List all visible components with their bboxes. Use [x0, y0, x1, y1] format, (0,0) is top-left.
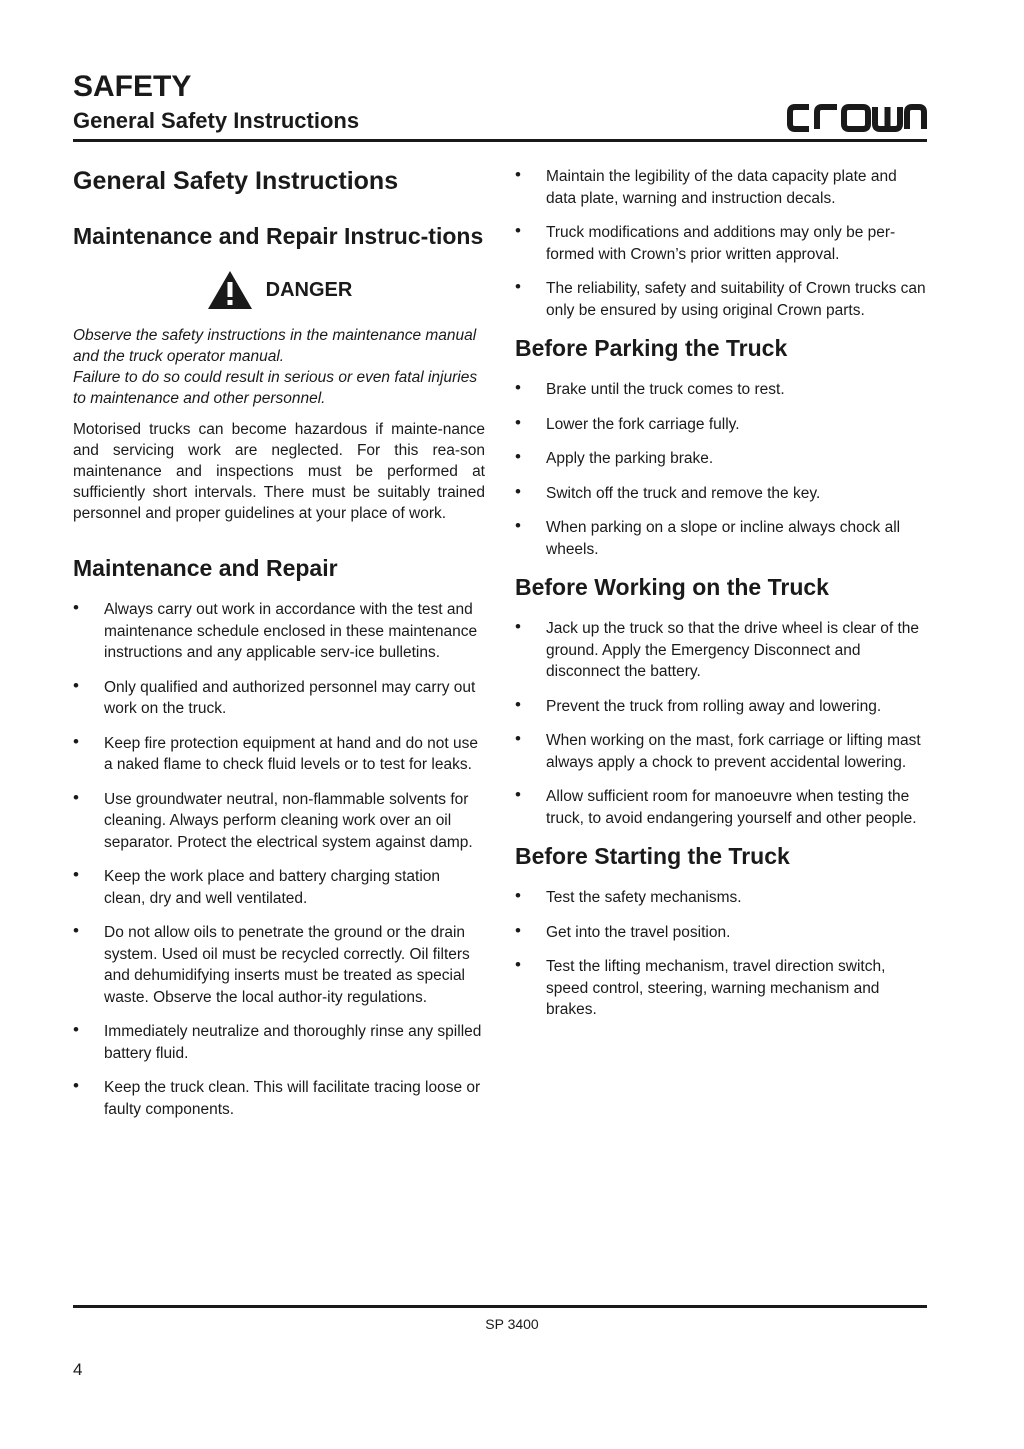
parking-title: Before Parking the Truck: [515, 335, 788, 361]
list-item: • Test the safety mechanisms.: [515, 887, 927, 909]
list-item: • Brake until the truck comes to rest.: [515, 379, 927, 401]
general-list: [515, 166, 927, 321]
danger-label: DANGER: [265, 278, 353, 301]
list-item: • Get into the travel position.: [515, 922, 927, 944]
list-item: • Use groundwater neutral, non-flammable solvents for cleaning. Always perform cleaning work over an oil separator. Protect the electrical system against damp.: [73, 789, 485, 854]
page-number: 4: [73, 1360, 83, 1379]
list-item: • Truck modifications and additions may only be per-formed with Crown’s prior written approval.: [515, 222, 927, 265]
list-item: • Switch off the truck and remove the key.: [515, 483, 927, 505]
intro-paragraph: Motorised trucks can become hazardous if mainte-nance and servicing work are neglected. For this rea-son maintenance and inspections must be performed at sufficiently short intervals. There must be suitably trained personnel and proper guidelines at your place of work.: [73, 421, 485, 522]
list-item: • Keep the truck clean. This will facilitate tracing loose or faulty components.: [73, 1077, 485, 1120]
page-title: SAFETY: [73, 70, 192, 103]
list-item: • Jack up the truck so that the drive wheel is clear of the ground. Apply the Emergency Disconnect and disconnect the battery.: [515, 618, 927, 683]
list-item: • Apply the parking brake.: [515, 448, 927, 470]
list-item: • Do not allow oils to penetrate the ground or the drain system. Used oil must be recycled correctly. Oil filters and dehumidifying inserts must be treated as special waste. Observe the local author-ity regulations.: [73, 922, 485, 1008]
list-item: • Only qualified and authorized personnel may carry out work on the truck.: [73, 677, 485, 720]
list-item: • When parking on a slope or incline always chock all wheels.: [515, 517, 927, 560]
right-column: [515, 166, 927, 1034]
header-rule: [73, 139, 927, 142]
starting-list: [515, 887, 927, 1021]
working-title: Before Working on the Truck: [515, 574, 829, 600]
repair-list: [73, 599, 485, 1120]
list-item: • Test the lifting mechanism, travel direction switch, speed control, steering, warning mechanism and brakes.: [515, 956, 927, 1021]
starting-title: Before Starting the Truck: [515, 843, 790, 869]
list-item: • Allow sufficient room for manoeuvre when testing the truck, to avoid endangering yourself and other people.: [515, 786, 927, 829]
footer-rule: [73, 1305, 927, 1308]
repair-title: Maintenance and Repair: [73, 555, 338, 581]
danger-callout: [73, 269, 485, 311]
danger-text: [73, 325, 485, 409]
danger-text-1: Observe the safety instructions in the maintenance manual and the truck operator manual.: [73, 327, 477, 365]
left-column: [73, 166, 485, 1133]
list-item: • Maintain the legibility of the data capacity plate and data plate, warning and instruction decals.: [515, 166, 927, 209]
subsection-title: Maintenance and Repair Instruc-tions: [73, 223, 484, 249]
working-list: [515, 618, 927, 829]
document-code: SP 3400: [485, 1316, 539, 1332]
list-item: • When working on the mast, fork carriage or lifting mast always apply a chock to prevent accidental lowering.: [515, 730, 927, 773]
list-item: • Keep fire protection equipment at hand and do not use a naked flame to check fluid levels or to test for leaks.: [73, 733, 485, 776]
list-item: • Prevent the truck from rolling away and lowering.: [515, 696, 927, 718]
page-subtitle: General Safety Instructions: [73, 108, 360, 133]
list-item: • Keep the work place and battery charging station clean, dry and well ventilated.: [73, 866, 485, 909]
list-item: • Always carry out work in accordance with the test and maintenance schedule enclosed in these maintenance instructions and any applicable serv-ice bulletins.: [73, 599, 485, 664]
danger-text-2: Failure to do so could result in serious or even fatal injuries to maintenance and other personnel.: [73, 369, 478, 407]
list-item: • The reliability, safety and suitability of Crown trucks can only be ensured by using original Crown parts.: [515, 278, 927, 321]
warning-icon: [206, 269, 254, 311]
crown-logo: [787, 103, 927, 133]
list-item: • Immediately neutralize and thoroughly rinse any spilled battery fluid.: [73, 1021, 485, 1064]
section-title: General Safety Instructions: [73, 167, 399, 195]
list-item: • Lower the fork carriage fully.: [515, 414, 927, 436]
parking-list: [515, 379, 927, 560]
